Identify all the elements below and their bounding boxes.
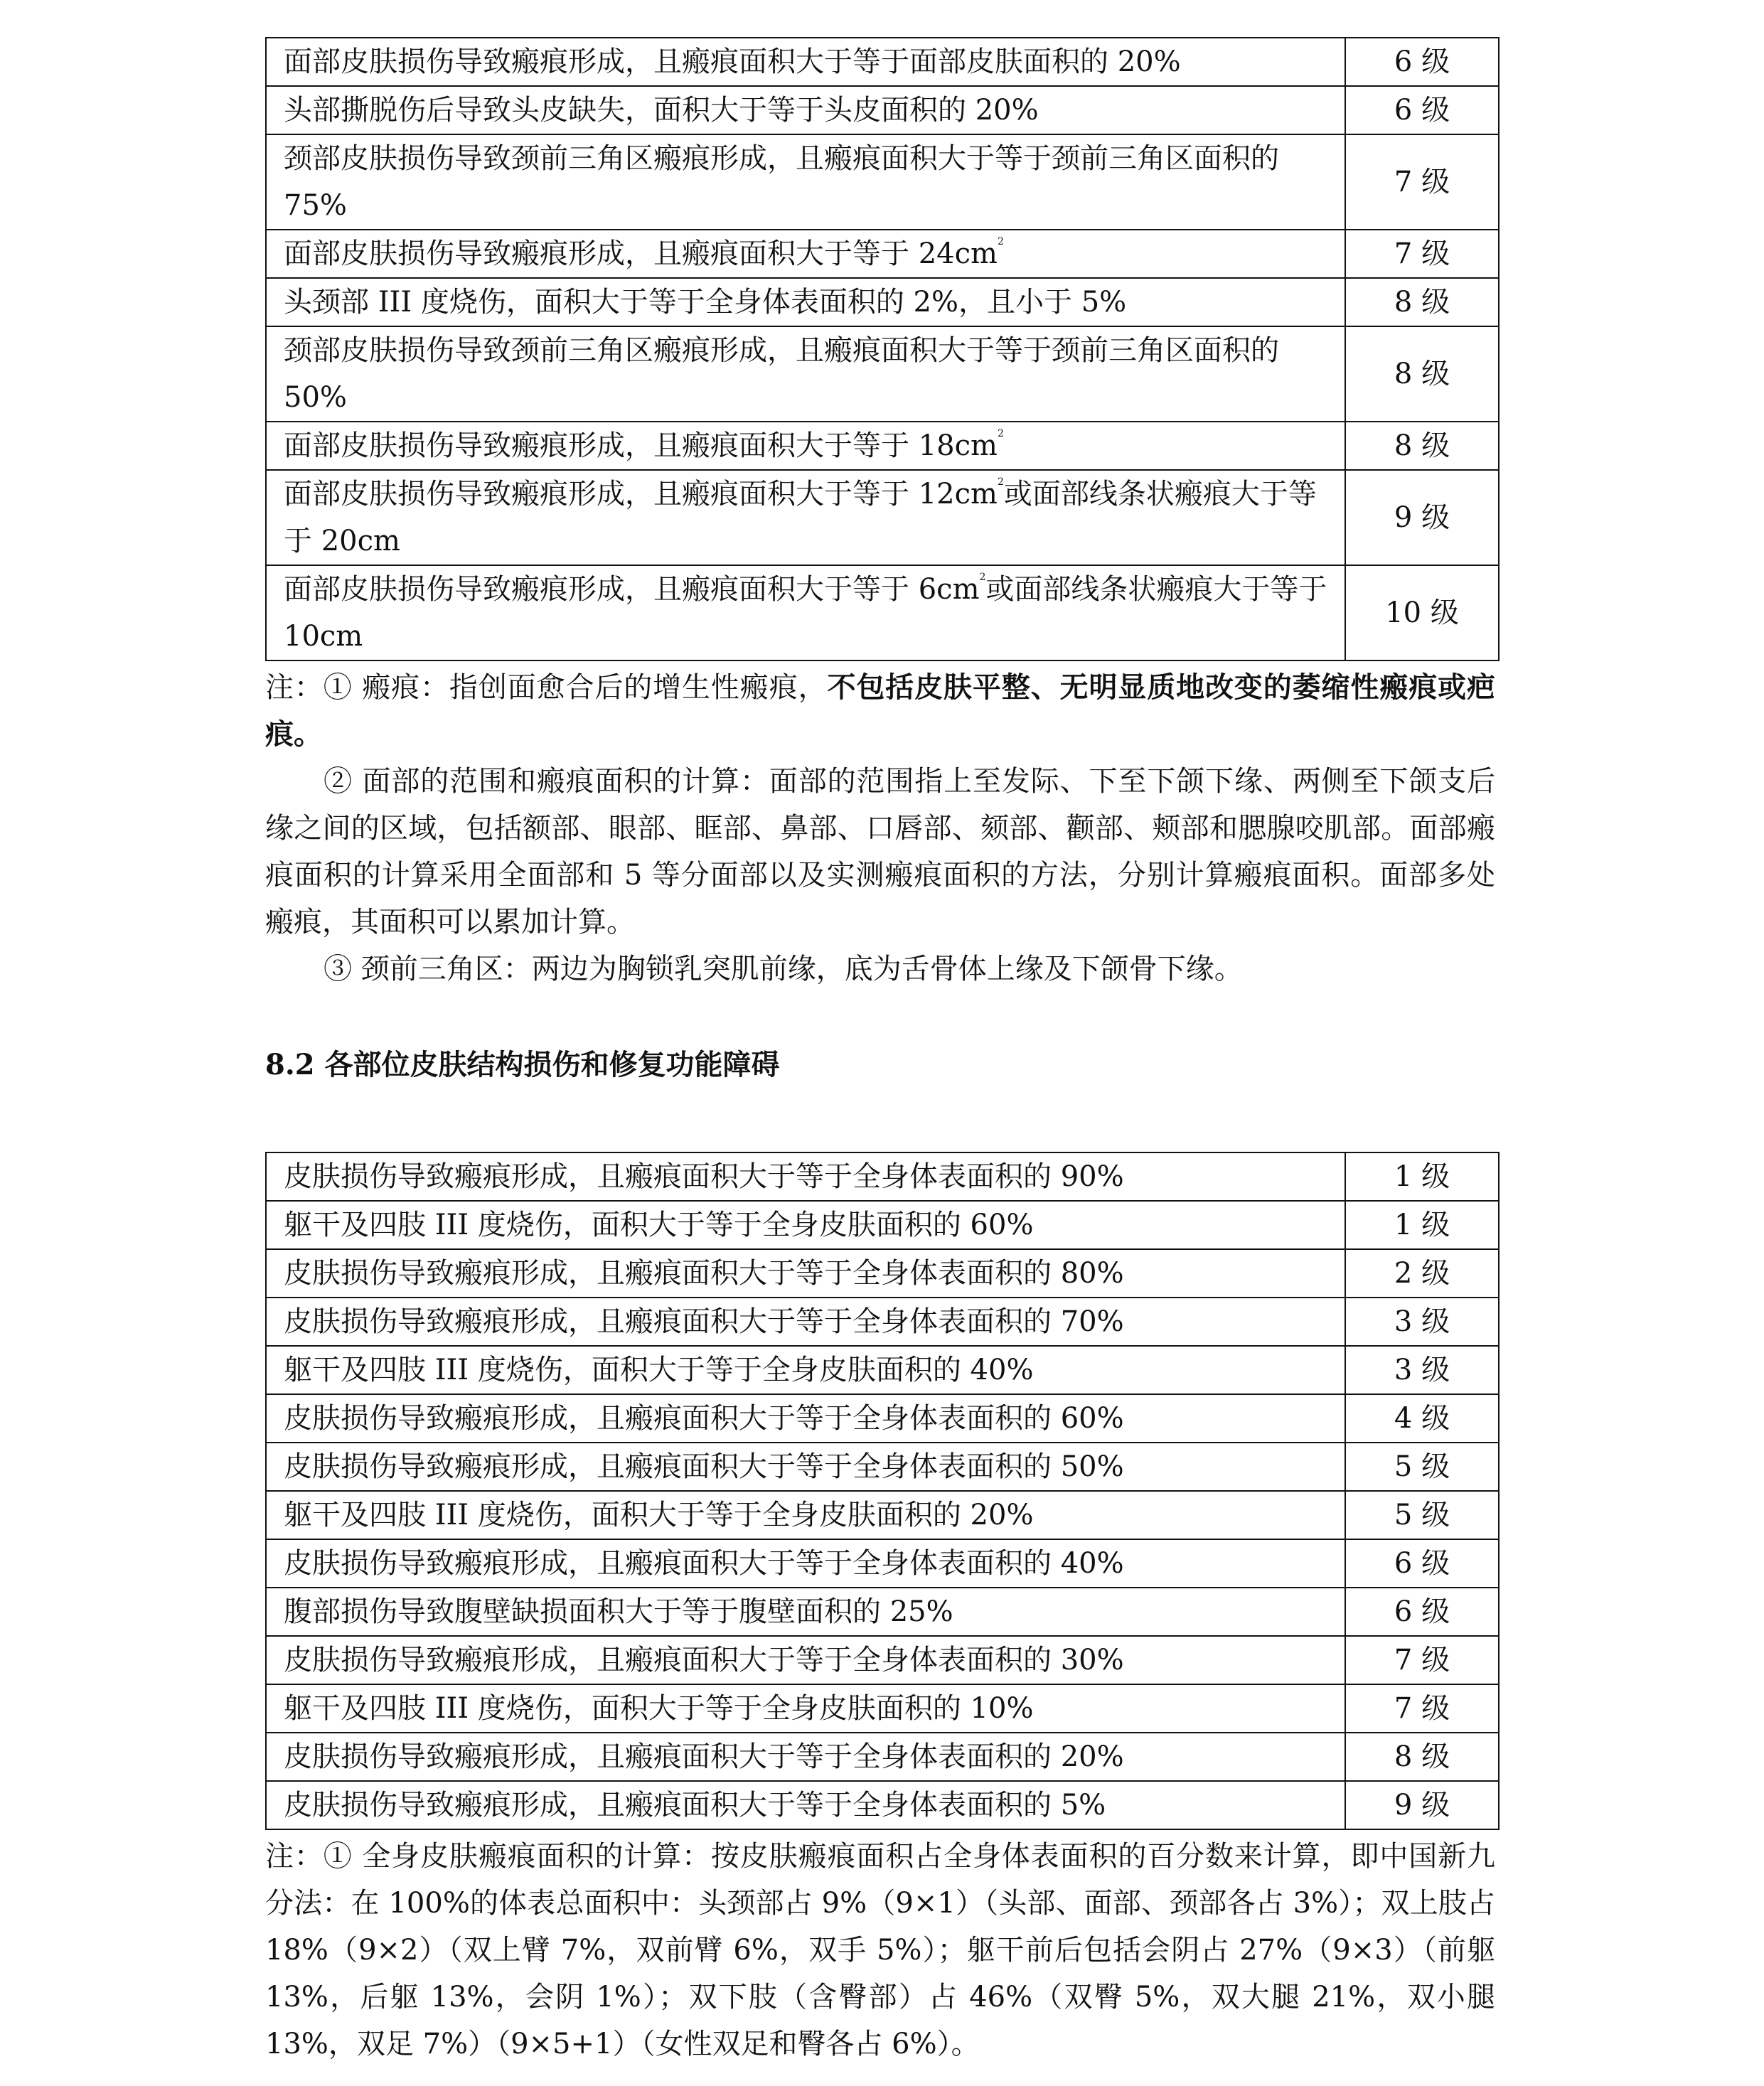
body-skin-disability-table bbox=[265, 1152, 1500, 1830]
grade-cell: 7 级 bbox=[1345, 1684, 1499, 1733]
table-row bbox=[266, 565, 1499, 660]
note-text: 注：① 瘢痕：指创面愈合后的增生性瘢痕， bbox=[265, 671, 828, 704]
table-row bbox=[266, 134, 1499, 230]
table-row bbox=[266, 1684, 1499, 1733]
face-neck-disability-table bbox=[265, 37, 1500, 661]
condition-text-cont: 或面部线条状瘢痕大于等于 20cm bbox=[284, 478, 1317, 557]
grade-cell: 7 级 bbox=[1345, 230, 1499, 278]
condition-cell: 皮肤损伤导致瘢痕形成，且瘢痕面积大于等于全身体表面积的 40% bbox=[266, 1539, 1345, 1588]
table-row bbox=[266, 1539, 1499, 1588]
condition-cell: 皮肤损伤导致瘢痕形成，且瘢痕面积大于等于全身体表面积的 20% bbox=[266, 1733, 1345, 1781]
grade-cell: 8 级 bbox=[1345, 422, 1499, 470]
note-body-surface-area: 注：① 全身皮肤瘢痕面积的计算：按皮肤瘢痕面积占全身体表面积的百分数来计算，即中国新九分法：在 100%的体表总面积中：头颈部占 9%（9×1）（头部、面部、颈部各占 3%）；双上肢占 18%（9×2）（双上臂 7%，双前臂 6%，双手 5%）；躯干前后包括会阴占 27%（9×3）（前躯 13%，后躯 13%，会阴 1%）；双下肢（含臀部）占 46%（双臀 5%，双大腿 21%，双小腿 13%，双足 7%）（9×5+1）（女性双足和臀各占 6%）。 bbox=[265, 1840, 1495, 2060]
table-row bbox=[266, 1443, 1499, 1491]
condition-cell: 皮肤损伤导致瘢痕形成，且瘢痕面积大于等于全身体表面积的 70% bbox=[266, 1298, 1345, 1346]
condition-cell: 皮肤损伤导致瘢痕形成，且瘢痕面积大于等于全身体表面积的 30% bbox=[266, 1636, 1345, 1684]
grade-cell: 5 级 bbox=[1345, 1443, 1499, 1491]
condition-cell: 皮肤损伤导致瘢痕形成，且瘢痕面积大于等于全身体表面积的 80% bbox=[266, 1249, 1345, 1298]
table-row bbox=[266, 1733, 1499, 1781]
condition-text-cont: 或面部线条状瘢痕大于等于 10cm bbox=[284, 573, 1327, 653]
table-row bbox=[266, 278, 1499, 326]
table-row bbox=[266, 1249, 1499, 1298]
table-row bbox=[266, 422, 1499, 470]
grade-cell: 6 级 bbox=[1345, 38, 1499, 86]
condition-cell: 皮肤损伤导致瘢痕形成，且瘢痕面积大于等于全身体表面积的 5% bbox=[266, 1781, 1345, 1829]
condition-cell bbox=[266, 470, 1345, 565]
condition-text: 面部皮肤损伤导致瘢痕形成，且瘢痕面积大于等于 24cm bbox=[284, 237, 998, 270]
grade-cell: 10 级 bbox=[1345, 565, 1499, 660]
grade-cell: 1 级 bbox=[1345, 1201, 1499, 1249]
grade-cell: 9 级 bbox=[1345, 470, 1499, 565]
table-row bbox=[266, 326, 1499, 422]
condition-cell: 腹部损伤导致腹壁缺损面积大于等于腹壁面积的 25% bbox=[266, 1588, 1345, 1636]
grade-cell: 3 级 bbox=[1345, 1346, 1499, 1394]
condition-cell bbox=[266, 565, 1345, 660]
condition-cell: 皮肤损伤导致瘢痕形成，且瘢痕面积大于等于全身体表面积的 50% bbox=[266, 1443, 1345, 1491]
grade-cell: 7 级 bbox=[1345, 134, 1499, 230]
condition-cell: 躯干及四肢 III 度烧伤，面积大于等于全身皮肤面积的 20% bbox=[266, 1491, 1345, 1539]
grade-cell: 3 级 bbox=[1345, 1298, 1499, 1346]
superscript: 2 bbox=[979, 572, 986, 583]
note-scar-definition bbox=[265, 664, 1495, 758]
condition-cell bbox=[266, 230, 1345, 278]
grade-cell: 8 级 bbox=[1345, 278, 1499, 326]
condition-text: 面部皮肤损伤导致瘢痕形成，且瘢痕面积大于等于 12cm bbox=[284, 478, 998, 510]
table-row bbox=[266, 1491, 1499, 1539]
grade-cell: 6 级 bbox=[1345, 86, 1499, 134]
condition-cell: 面部皮肤损伤导致瘢痕形成，且瘢痕面积大于等于面部皮肤面积的 20% bbox=[266, 38, 1345, 86]
note-face-area: ② 面部的范围和瘢痕面积的计算：面部的范围指上至发际、下至下颌下缘、两侧至下颌支后缘之间的区域，包括额部、眼部、眶部、鼻部、口唇部、颏部、颧部、颊部和腮腺咬肌部。面部瘢痕面积的计算采用全面部和 5 等分面部以及实测瘢痕面积的方法，分别计算瘢痕面积。面部多处瘢痕，其面积可以累加计算。 bbox=[265, 765, 1495, 938]
table-row bbox=[266, 230, 1499, 278]
grade-cell: 6 级 bbox=[1345, 1539, 1499, 1588]
grade-cell: 9 级 bbox=[1345, 1781, 1499, 1829]
table-row bbox=[266, 86, 1499, 134]
table-row bbox=[266, 1636, 1499, 1684]
note-neck-triangle: ③ 颈前三角区：两边为胸锁乳突肌前缘，底为舌骨体上缘及下颌骨下缘。 bbox=[324, 953, 1243, 985]
table-row bbox=[266, 38, 1499, 86]
condition-cell: 头部撕脱伤后导致头皮缺失，面积大于等于头皮面积的 20% bbox=[266, 86, 1345, 134]
condition-cell: 躯干及四肢 III 度烧伤，面积大于等于全身皮肤面积的 60% bbox=[266, 1201, 1345, 1249]
condition-cell: 颈部皮肤损伤导致颈前三角区瘢痕形成，且瘢痕面积大于等于颈前三角区面积的 50% bbox=[266, 326, 1345, 422]
grade-cell: 7 级 bbox=[1345, 1636, 1499, 1684]
grade-cell: 1 级 bbox=[1345, 1152, 1499, 1201]
condition-cell: 皮肤损伤导致瘢痕形成，且瘢痕面积大于等于全身体表面积的 90% bbox=[266, 1152, 1345, 1201]
condition-cell: 头颈部 III 度烧伤，面积大于等于全身体表面积的 2%，且小于 5% bbox=[266, 278, 1345, 326]
condition-cell: 躯干及四肢 III 度烧伤，面积大于等于全身皮肤面积的 40% bbox=[266, 1346, 1345, 1394]
grade-cell: 2 级 bbox=[1345, 1249, 1499, 1298]
section-heading: 8.2 各部位皮肤结构损伤和修复功能障碍 bbox=[265, 1048, 780, 1081]
condition-cell bbox=[266, 422, 1345, 470]
grade-cell: 4 级 bbox=[1345, 1394, 1499, 1443]
grade-cell: 6 级 bbox=[1345, 1588, 1499, 1636]
table-row bbox=[266, 1152, 1499, 1201]
condition-cell: 颈部皮肤损伤导致颈前三角区瘢痕形成，且瘢痕面积大于等于颈前三角区面积的 75% bbox=[266, 134, 1345, 230]
grade-cell: 8 级 bbox=[1345, 326, 1499, 422]
condition-cell: 躯干及四肢 III 度烧伤，面积大于等于全身皮肤面积的 10% bbox=[266, 1684, 1345, 1733]
superscript: 2 bbox=[997, 476, 1004, 488]
table-row bbox=[266, 1394, 1499, 1443]
condition-cell: 皮肤损伤导致瘢痕形成，且瘢痕面积大于等于全身体表面积的 60% bbox=[266, 1394, 1345, 1443]
superscript: 2 bbox=[997, 428, 1004, 439]
superscript: 2 bbox=[997, 236, 1004, 247]
condition-text: 面部皮肤损伤导致瘢痕形成，且瘢痕面积大于等于 6cm bbox=[284, 573, 980, 606]
table-row bbox=[266, 1781, 1499, 1829]
condition-text: 面部皮肤损伤导致瘢痕形成，且瘢痕面积大于等于 18cm bbox=[284, 429, 998, 462]
table-row bbox=[266, 470, 1499, 565]
grade-cell: 5 级 bbox=[1345, 1491, 1499, 1539]
table-row bbox=[266, 1298, 1499, 1346]
note-bold-text: 不包括皮肤平整、无明显质地改变的萎缩性瘢痕或疤痕。 bbox=[265, 670, 1495, 751]
table-row bbox=[266, 1346, 1499, 1394]
table-row bbox=[266, 1201, 1499, 1249]
grade-cell: 8 级 bbox=[1345, 1733, 1499, 1781]
table-row bbox=[266, 1588, 1499, 1636]
document-page bbox=[265, 37, 1495, 2068]
